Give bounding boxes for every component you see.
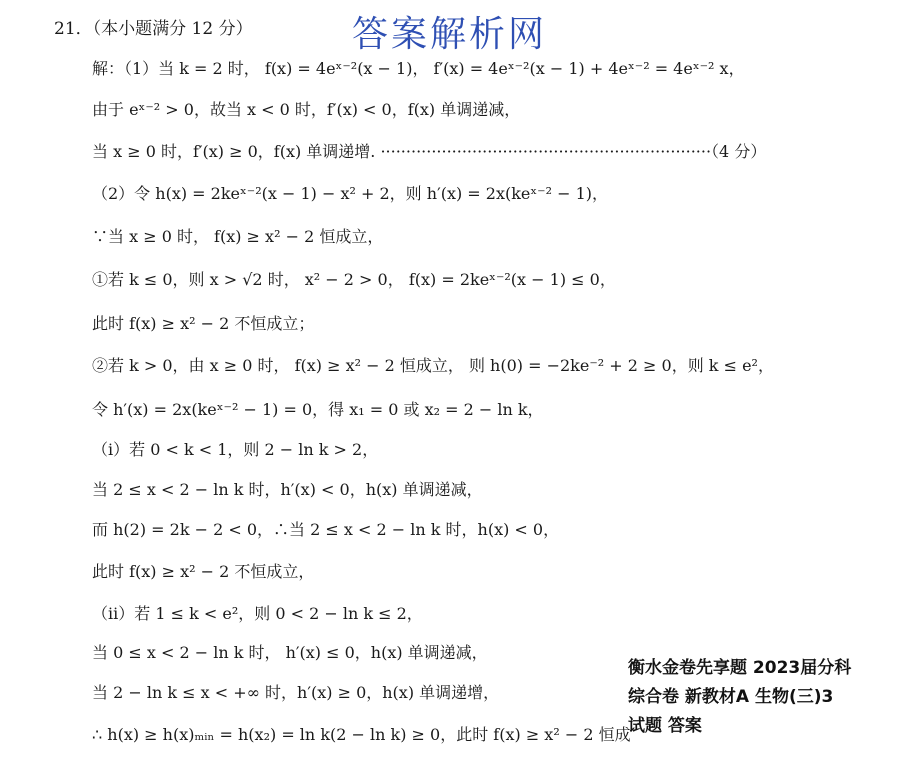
solution-line: ∵当 x ≥ 0 时， f(x) ≥ x² − 2 恒成立， bbox=[92, 227, 384, 246]
watermark-logo: 答案解析网 bbox=[352, 14, 548, 55]
solution-line: 而 h(2) = 2k − 2 < 0，∴当 2 ≤ x < 2 − ln k 时，h(x) < 0， bbox=[92, 520, 560, 539]
overlay-caption-line: 综合卷 新教材A 生物(三)3 bbox=[628, 687, 834, 707]
overlay-caption-line: 试题 答案 bbox=[628, 716, 702, 736]
problem-header: 21．（本小题满分 12 分） bbox=[54, 19, 253, 39]
solution-line: 令 h′(x) = 2x(keˣ⁻² − 1) = 0，得 x₁ = 0 或 x₂ = 2 − ln k， bbox=[92, 400, 544, 419]
solution-line: （ⅰ）若 0 < k < 1，则 2 − ln k > 2， bbox=[92, 440, 379, 459]
solution-line: 解：（1）当 k = 2 时， f(x) = 4eˣ⁻²(x − 1)， f′(x) = 4eˣ⁻²(x − 1) + 4eˣ⁻² = 4eˣ⁻² x， bbox=[92, 59, 745, 78]
solution-line: （ⅱ）若 1 ≤ k < e²，则 0 < 2 − ln k ≤ 2， bbox=[92, 604, 423, 623]
solution-line: ①若 k ≤ 0，则 x > √2 时， x² − 2 > 0， f(x) = 2keˣ⁻²(x − 1) ≤ 0， bbox=[92, 270, 616, 289]
overlay-caption bbox=[628, 654, 896, 741]
solution-line: 由于 eˣ⁻² > 0，故当 x < 0 时，f′(x) < 0，f(x) 单调递减， bbox=[92, 100, 521, 119]
overlay-caption-line: 衡水金卷先享题 2023届分科 bbox=[628, 658, 852, 678]
solution-line: （2）令 h(x) = 2keˣ⁻²(x − 1) − x² + 2，则 h′(x) = 2x(keˣ⁻² − 1)， bbox=[92, 184, 609, 203]
solution-line: 当 0 ≤ x < 2 − ln k 时， h′(x) ≤ 0，h(x) 单调递减， bbox=[92, 643, 488, 662]
solution-line: ②若 k > 0，由 x ≥ 0 时， f(x) ≥ x² − 2 恒成立， 则 h(0) = −2ke⁻² + 2 ≥ 0，则 k ≤ e²， bbox=[92, 356, 774, 375]
solution-line: 此时 f(x) ≥ x² − 2 不恒成立； bbox=[92, 314, 315, 333]
solution-line: 当 x ≥ 0 时，f′(x) ≥ 0，f(x) 单调递增. ·································································（4 分） bbox=[92, 142, 767, 161]
solution-line: 当 2 − ln k ≤ x < +∞ 时，h′(x) ≥ 0，h(x) 单调递增， bbox=[92, 683, 500, 702]
solution-line: 此时 f(x) ≥ x² − 2 不恒成立， bbox=[92, 562, 315, 581]
solution-line: 当 2 ≤ x < 2 − ln k 时，h′(x) < 0，h(x) 单调递减， bbox=[92, 480, 483, 499]
solution-line: ∴ h(x) ≥ h(x)ₘᵢₙ = h(x₂) = ln k(2 − ln k) ≥ 0，此时 f(x) ≥ x² − 2 恒成 bbox=[92, 725, 631, 744]
